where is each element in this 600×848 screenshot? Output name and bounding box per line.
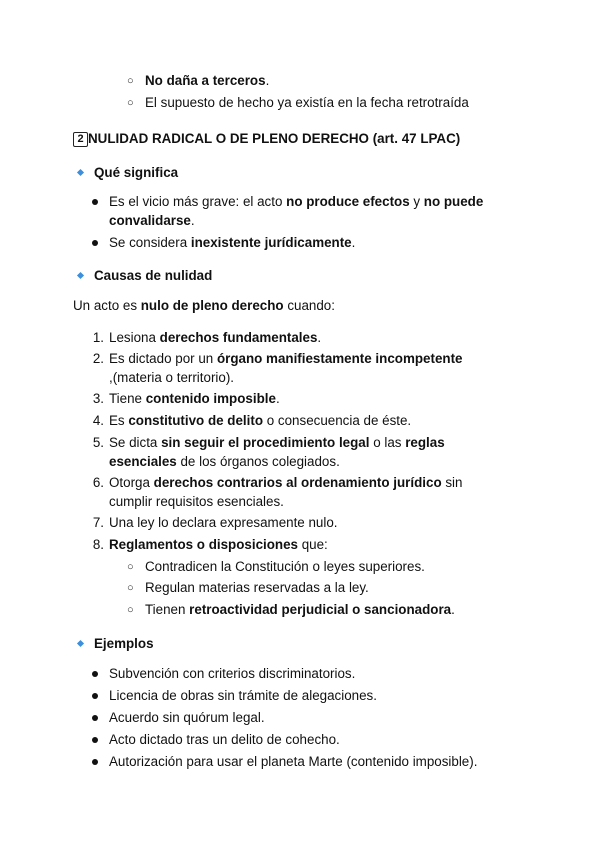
list-number: 1. (92, 330, 104, 345)
diamond-icon (77, 169, 84, 176)
list-item: Se considera inexistente jurídicamente. (109, 235, 356, 250)
list-item: Se dicta sin seguir el procedimiento legal o las reglas (109, 435, 445, 450)
intro-paragraph: Un acto es nulo de pleno derecho cuando: (73, 298, 335, 313)
list-item: Acto dictado tras un delito de cohecho. (109, 732, 340, 747)
list-item-continuation: cumplir requisitos esenciales. (109, 494, 284, 509)
list-item: Otorga derechos contrarios al ordenamiento jurídico sin (109, 475, 463, 490)
list-item: Tienen retroactividad perjudicial o sancionadora. (145, 602, 455, 617)
list-number: 5. (92, 435, 104, 450)
keycap-number-icon: 2 (73, 132, 88, 147)
list-item: Autorización para usar el planeta Marte (contenido imposible). (109, 754, 478, 769)
list-item: Acuerdo sin quórum legal. (109, 710, 265, 725)
circle-bullet-icon: ○ (127, 604, 134, 616)
list-item: Una ley lo declara expresamente nulo. (109, 515, 338, 530)
dot-bullet-icon (92, 671, 98, 677)
list-item: Es dictado por un órgano manifiestamente incompetente (109, 351, 463, 366)
list-item: No daña a terceros. (145, 73, 270, 88)
list-item: Es constitutivo de delito o consecuencia de éste. (109, 413, 412, 428)
dot-bullet-icon (92, 693, 98, 699)
list-item-continuation: convalidarse. (109, 213, 195, 228)
circle-bullet-icon: ○ (127, 582, 134, 594)
dot-bullet-icon (92, 759, 98, 765)
list-item: Lesiona derechos fundamentales. (109, 330, 322, 345)
subsection-heading: Qué significa (94, 165, 179, 180)
diamond-icon (77, 272, 84, 279)
list-item: Es el vicio más grave: el acto no produce efectos y no puede (109, 194, 484, 209)
diamond-icon (77, 640, 84, 647)
dot-bullet-icon (92, 715, 98, 721)
section-title: NULIDAD RADICAL O DE PLENO DERECHO (art. 47 LPAC) (88, 131, 461, 146)
dot-bullet-icon (92, 240, 98, 246)
list-number: 7. (92, 515, 104, 530)
list-item: Contradicen la Constitución o leyes superiores. (145, 559, 425, 574)
list-item: El supuesto de hecho ya existía en la fecha retrotraída (145, 95, 469, 110)
dot-bullet-icon (92, 737, 98, 743)
list-number: 8. (92, 537, 104, 552)
list-item: Subvención con criterios discriminatorios. (109, 666, 356, 681)
circle-bullet-icon: ○ (127, 75, 134, 87)
list-item-continuation: ,(materia o territorio). (109, 370, 235, 385)
list-number: 3. (92, 391, 104, 406)
subsection-heading: Ejemplos (94, 636, 154, 651)
circle-bullet-icon: ○ (127, 561, 134, 573)
list-item-continuation: esenciales de los órganos colegiados. (109, 454, 340, 469)
list-item: Tiene contenido imposible. (109, 391, 280, 406)
subsection-heading: Causas de nulidad (94, 268, 213, 283)
list-item: Regulan materias reservadas a la ley. (145, 580, 369, 595)
list-item: Licencia de obras sin trámite de alegaciones. (109, 688, 377, 703)
list-number: 6. (92, 475, 104, 490)
list-item: Reglamentos o disposiciones que: (109, 537, 328, 552)
list-number: 2. (92, 351, 104, 366)
list-number: 4. (92, 413, 104, 428)
dot-bullet-icon (92, 199, 98, 205)
circle-bullet-icon: ○ (127, 97, 134, 109)
